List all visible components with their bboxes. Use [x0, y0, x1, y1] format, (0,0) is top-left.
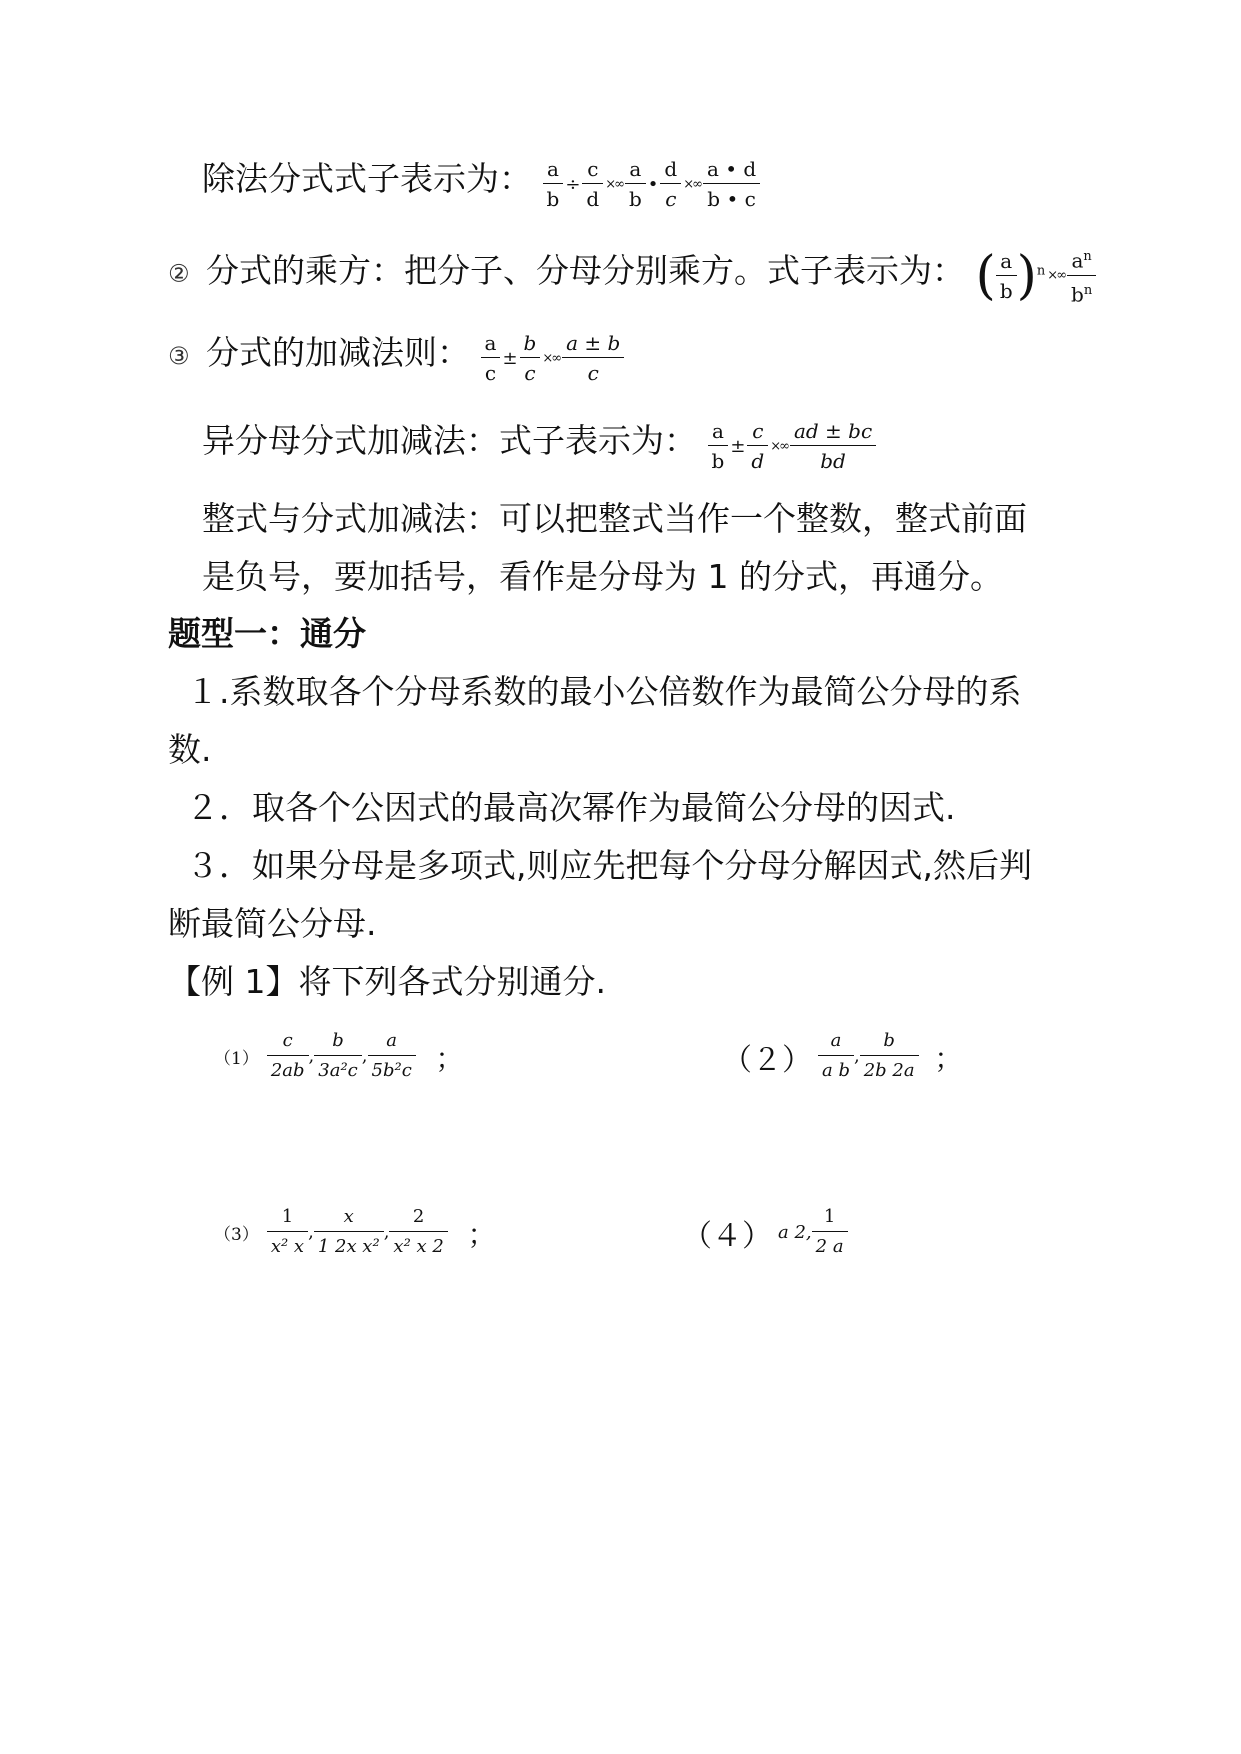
fraction: $\frac{a • d}{b • c}$ — [705, 156, 758, 213]
fraction: $\frac{a}{\text{5b²c}}$ — [370, 1028, 414, 1085]
problem-1: （1） $\frac{c}{2ab}$ , $\frac{b}{\text{3a²c}}$ , $\frac{a}{\text{5b²c}}$ ； — [214, 1028, 464, 1085]
fraction: $\frac{a}{b}$ — [627, 156, 644, 213]
fraction: $\frac{2}{\text{x² x 2}}$ — [391, 1204, 445, 1261]
diff-denom-formula: $\frac{a}{b}$ ± $\frac{c}{d}$ ×∞ $\frac{ad \pm bc}{bd}$ — [708, 433, 877, 457]
fraction: $\frac{a}{b}$ — [710, 418, 727, 475]
rule-1-line-2: 数. — [168, 730, 212, 769]
rule-3-line-2: 断最简公分母. — [168, 904, 377, 943]
fraction: $\frac{c}{d}$ — [584, 156, 601, 213]
power-formula-line — [168, 244, 1096, 308]
problem-3: （3） $\frac{1}{\text{x² x}}$ , $\frac{x}{\text{1 2x x²}}$ , $\frac{2}{\text{x² x 2}}$ ； — [214, 1204, 496, 1261]
fraction: $\frac{1}{\text{x² x}}$ — [269, 1204, 306, 1261]
fraction: $\frac{ad \pm bc}{bd}$ — [792, 418, 874, 475]
fraction: $\frac{a^n}{b^n}$ — [1069, 244, 1094, 308]
circled-number-2: ② — [168, 259, 190, 288]
power-label: 分式的乘方：把分子、分母分别乘方。式子表示为： — [206, 250, 966, 290]
problem-4: （４） a 2, $\frac{1}{2 a}$ — [682, 1204, 848, 1261]
fraction: $\frac{c}{2ab}$ — [269, 1028, 307, 1085]
example-title: 【例 1】将下列各式分别通分. — [168, 962, 606, 1001]
fraction: $\frac{a \pm b}{c}$ — [564, 330, 622, 387]
rule-1-line-1: １.系数取各个分母系数的最小公倍数作为最简公分母的系 — [186, 672, 1022, 711]
problem-2: （２） $\frac{a}{\text{a b}}$ , $\frac{b}{2b 2a}$ ； — [722, 1028, 962, 1085]
circled-number-3: ③ — [168, 342, 190, 370]
fraction: $\frac{1}{2 a}$ — [814, 1204, 846, 1261]
fraction: $\frac{b}{c}$ — [522, 330, 539, 387]
division-label: 除法分式式子表示为： — [202, 159, 532, 198]
addsub-label: 分式的加减法则： — [206, 333, 471, 372]
integer-frac-line-2: 是负号，要加括号，看作是分母为 1 的分式，再通分。 — [202, 557, 1003, 596]
fraction: $\frac{x}{\text{1 2x x²}}$ — [316, 1204, 382, 1261]
addsub-formula: $\frac{a}{c}$ ± $\frac{b}{c}$ ×∞ $\frac{a \pm b}{c}$ — [481, 345, 625, 369]
fraction: $\frac{a}{\text{a b}}$ — [820, 1028, 852, 1085]
fraction: $\frac{b}{2b 2a}$ — [862, 1028, 917, 1085]
fraction: $\frac{d}{c}$ — [662, 156, 679, 213]
division-formula-line — [202, 156, 760, 213]
rule-3-line-1: ３．如果分母是多项式,则应先把每个分母分解因式,然后判 — [186, 846, 1032, 885]
fraction: $\frac{a}{b}$ — [998, 248, 1015, 305]
addsub-formula-line — [168, 330, 624, 387]
fraction: $\frac{a}{b}$ — [545, 156, 562, 213]
diff-denom-label: 异分母分式加减法：式子表示为： — [202, 421, 697, 460]
fraction: $\frac{b}{\text{3a²c}}$ — [316, 1028, 359, 1085]
division-formula: $\frac{a}{b}$ ÷ $\frac{c}{d}$ ×∞ $\frac{a}{b}$ • $\frac{d}{c}$ ×∞ $\frac{a • d}{b • c}$ — [543, 171, 761, 195]
rule-2: ２．取各个公因式的最高次幂作为最简公分母的因式. — [186, 788, 956, 827]
power-formula: ( $\frac{a}{b}$ )$^n$ ×∞ $\frac{a^n}{b^n}$ — [976, 263, 1097, 287]
diff-denom-formula-line — [202, 418, 876, 475]
section-title: 题型一：通分 — [168, 614, 366, 653]
fraction: $\frac{a}{c}$ — [483, 330, 499, 387]
fraction: $\frac{c}{d}$ — [749, 418, 766, 475]
integer-frac-line-1: 整式与分式加减法：可以把整式当作一个整数，整式前面 — [202, 499, 1027, 538]
